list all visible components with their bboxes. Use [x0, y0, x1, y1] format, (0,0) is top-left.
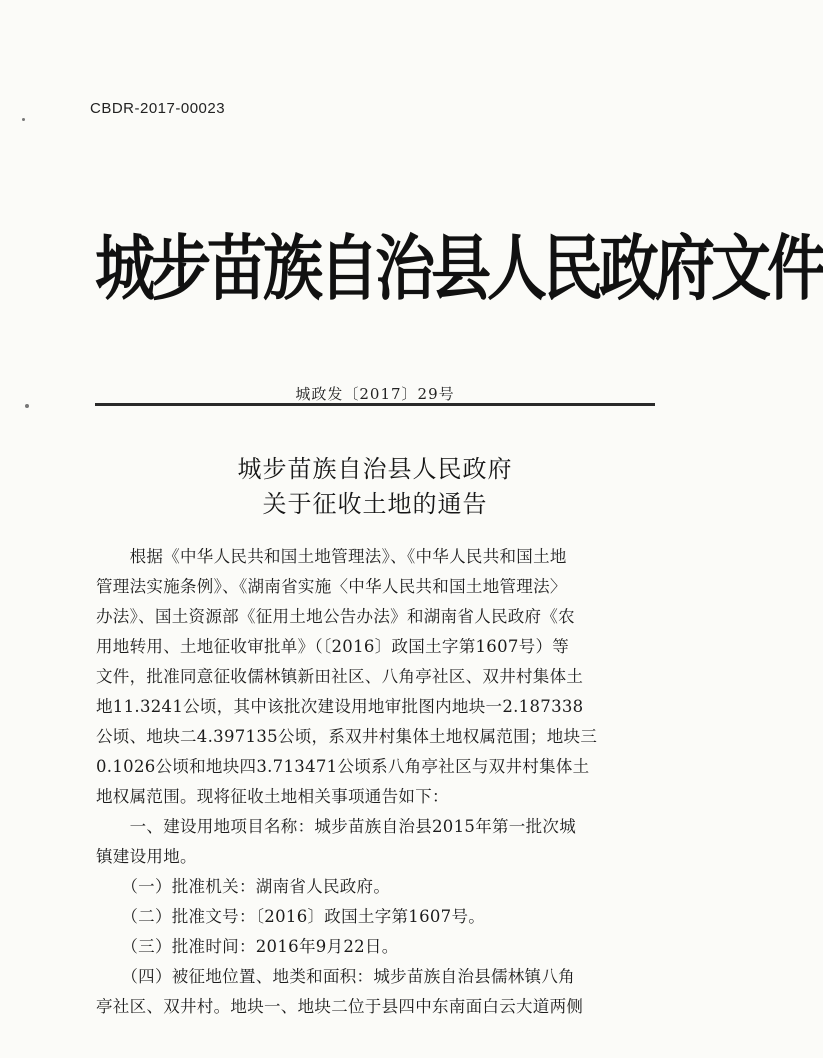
document-code: CBDR-2017-00023: [90, 100, 226, 117]
body-line: （二）批准文号：〔2016〕政国土字第1607号。: [96, 907, 486, 926]
scan-speck: [22, 118, 25, 121]
body-line: 用地转用、土地征收审批单》（〔2016〕政国土字第1607号）等: [96, 637, 570, 656]
body-line: 0.1026公顷和地块四3.713471公顷系八角亭社区与双井村集体土: [96, 757, 590, 776]
issuing-authority-header: 城步苗族自治县人民政府文件: [95, 227, 823, 311]
body-line: （一）批准机关：湖南省人民政府。: [96, 877, 391, 896]
body-line: （四）被征地位置、地类和面积：城步苗族自治县儒林镇八角: [96, 967, 575, 986]
body-line: （三）批准时间：2016年9月22日。: [96, 937, 399, 956]
scan-speck: [25, 404, 29, 408]
body-line: 管理法实施条例》、《湖南省实施〈中华人民共和国土地管理法〉: [96, 577, 567, 596]
body-line: 一、建设用地项目名称：城步苗族自治县2015年第一批次城: [96, 817, 576, 836]
body-line: 文件，批准同意征收儒林镇新田社区、八角亭社区、双井村集体土: [96, 667, 584, 686]
body-line: 办法》、国土资源部《征用土地公告办法》和湖南省人民政府《农: [96, 607, 575, 626]
body-line: 根据《中华人民共和国土地管理法》、《中华人民共和国土地: [96, 547, 567, 566]
body-line: 地权属范围。现将征收土地相关事项通告如下：: [96, 787, 449, 806]
notice-title-line-2: 关于征收土地的通告: [262, 490, 488, 518]
body-line: 地11.3241公顷，其中该批次建设用地审批图内地块一2.187338: [96, 697, 584, 716]
body-line: 亭社区、双井村。地块一、地块二位于县四中东南面白云大道两侧: [96, 997, 584, 1016]
header-divider: [95, 403, 655, 406]
document-number: 城政发〔2017〕29号: [295, 385, 455, 403]
notice-title-line-1: 城步苗族自治县人民政府: [237, 455, 513, 483]
body-line: 镇建设用地。: [96, 847, 197, 866]
body-line: 公顷、地块二4.397135公顷，系双井村集体土地权属范围；地块三: [96, 727, 598, 746]
